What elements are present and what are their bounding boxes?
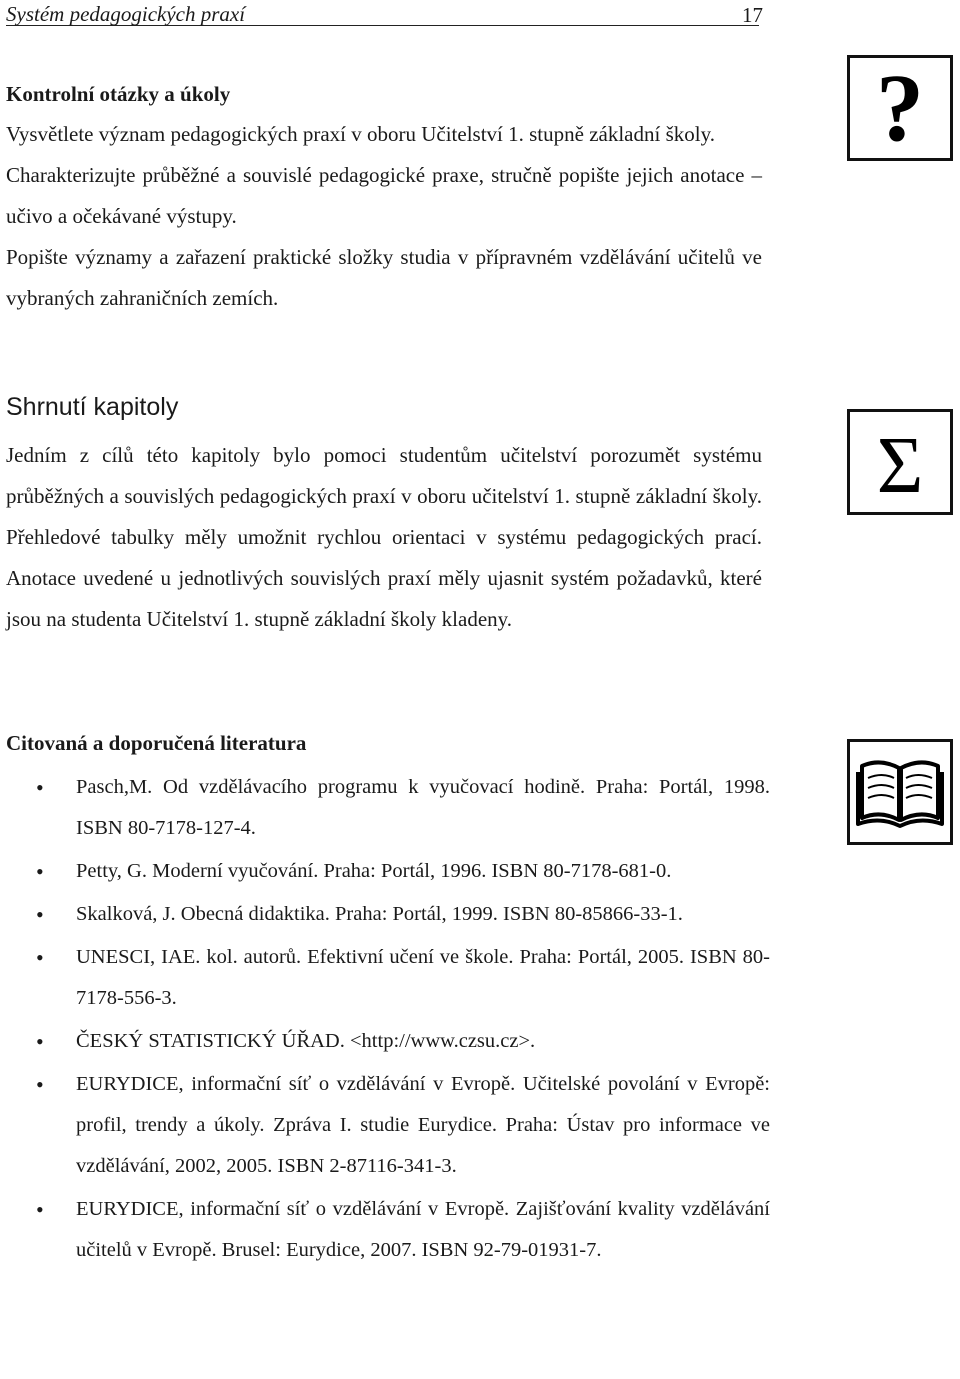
- question-mark-icon: [847, 55, 953, 161]
- svg-text:Σ: Σ: [876, 422, 924, 510]
- literature-item: • UNESCI, IAE. kol. autorů. Efektivní učení ve škole. Praha: Portál, 2005. ISBN 80-7178-556-3.: [0, 937, 770, 1019]
- question-item: Charakterizujte průběžné a souvislé pedagogické praxe, stručně popište jejich anotace – učivo a očekávané výstupy.: [6, 163, 762, 228]
- questions-section: [6, 80, 762, 319]
- literature-heading: Citovaná a doporučená literatura: [6, 731, 307, 755]
- open-book-icon: [847, 739, 953, 845]
- page-number: 17: [742, 3, 763, 27]
- summary-section: [6, 435, 762, 640]
- literature-item: • Petty, G. Moderní vyučování. Praha: Portál, 1996. ISBN 80-7178-681-0.: [0, 851, 770, 892]
- question-item: Vysvětlete význam pedagogických praxí v oboru Učitelství 1. stupně základní školy.: [6, 122, 715, 146]
- literature-item: • Skalková, J. Obecná didaktika. Praha: Portál, 1999. ISBN 80-85866-33-1.: [0, 894, 770, 935]
- sigma-icon: [847, 409, 953, 515]
- page-header: [6, 0, 763, 27]
- literature-item: • EURYDICE, informační síť o vzdělávání v Evropě. Zajišťování kvality vzdělávání učitelů v Evropě. Brusel: Eurydice, 2007. ISBN 92-79-01931-7.: [0, 1189, 770, 1271]
- summary-text: Jedním z cílů této kapitoly bylo pomoci studentům učitelství porozumět systému průběžných a souvislých pedagogických praxí v oboru učitelství 1. stupně základní školy. Přehledové tabulky měly umožnit rychlou orientaci v systému pedagogických prací. Anotace uvedené u jednotlivých souvislých praxí měly ujasnit systém požadavků, které jsou na studenta Učitelství 1. stupně základní školy kladeny.: [6, 443, 762, 631]
- literature-item: • ČESKÝ STATISTICKÝ ÚŘAD. <http://www.czsu.cz>.: [0, 1021, 770, 1062]
- literature-list: [0, 767, 770, 1273]
- header-title: Systém pedagogických praxí: [6, 2, 246, 26]
- summary-heading: Shrnutí kapitoly: [6, 393, 179, 421]
- literature-item: • EURYDICE, informační síť o vzdělávání v Evropě. Učitelské povolání v Evropě: profil, trendy a úkoly. Zpráva I. studie Eurydice. Praha: Ústav pro informace ve vzdělávání, 2002, 2005. ISBN 2-87116-341-3.: [0, 1064, 770, 1187]
- question-item: Popište významy a zařazení praktické složky studia v přípravném vzdělávání učitelů ve vybraných zahraničních zemích.: [6, 245, 762, 310]
- literature-item: • Pasch,M. Od vzdělávacího programu k vyučovací hodině. Praha: Portál, 1998. ISBN 80-7178-127-4.: [0, 767, 770, 849]
- questions-heading: Kontrolní otázky a úkoly: [6, 82, 231, 106]
- svg-text:?: ?: [876, 58, 924, 158]
